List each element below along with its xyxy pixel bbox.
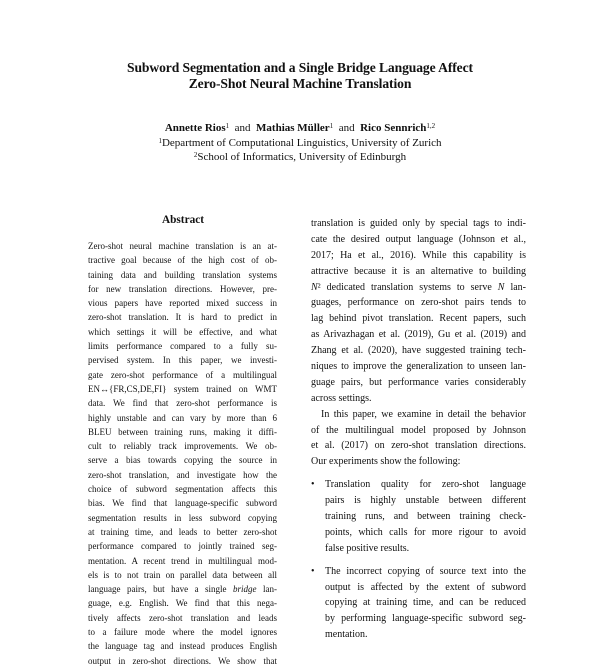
abstract-line: for new translation directions. However, pre- — [88, 283, 277, 294]
author-list — [0, 121, 600, 135]
body-line: niques to improve the generalization to unseen lan- — [311, 361, 526, 373]
abstract-line: gate zero-shot performance of a multilingual — [88, 369, 277, 380]
and-connector: and — [338, 122, 355, 134]
author-affil-mark: 1,2 — [426, 122, 436, 130]
abstract-line: highly unstable and can vary by more than 6 — [88, 412, 277, 423]
bullet-line: copying at training time, and can be reduced — [325, 597, 526, 609]
body-line: 2017; Ha et al., 2016). While this capability is — [311, 249, 526, 261]
abstract-line: pervised system. In this paper, we investi- — [88, 355, 277, 366]
body-line: across settings. — [311, 392, 372, 404]
bullet-item — [311, 477, 526, 556]
abstract-line: data. We find that zero-shot performance is — [88, 398, 277, 409]
bullet-icon: • — [311, 565, 315, 577]
abstract-heading: Abstract — [161, 214, 205, 226]
body-line: translation is guided only by special tags to indi- — [311, 218, 526, 229]
abstract-line: bias. We find that language-specific subword — [88, 498, 277, 509]
affiliation-text: School of Informatics, University of Edinburgh — [197, 151, 407, 163]
abstract-line: limits performance compared to a fully su- — [88, 341, 277, 352]
bullet-line: output is affected by the extent of subword — [325, 581, 526, 593]
abstract-line: guage, e.g. English. We find that this nega- — [88, 598, 277, 609]
body-line: cate the desired output language (Johnson et al., — [311, 233, 526, 245]
bullet-line: mentation. — [325, 629, 368, 641]
abstract-line: taining data and building translation systems — [88, 269, 277, 280]
abstract-line: performance compared to jointly trained seg- — [88, 541, 277, 552]
body-line: et al. (2017) on zero-shot translation directions. — [311, 440, 526, 452]
bullet-line: pairs is highly unstable between different — [325, 495, 526, 507]
abstract-line: EN↔{FR,CS,DE,FI} system trained on WMT — [88, 383, 277, 394]
abstract-line: segmentation results in less subword copying — [88, 512, 277, 523]
abstract-body — [88, 239, 277, 668]
abstract-line: Zero-shot neural machine translation is an at- — [88, 241, 277, 251]
abstract-line: to a failure mode where the model ignores — [88, 627, 277, 638]
author-affil-mark: 1 — [225, 122, 230, 130]
abstract-line: choice of subword segmentation affects this — [88, 484, 277, 495]
and-connector: and — [234, 122, 251, 134]
body-line: of the multilingual model proposed by Johnson — [311, 424, 526, 436]
spacer — [311, 470, 526, 477]
author-name: Mathias Müller — [256, 122, 330, 134]
introduction-body — [311, 216, 526, 643]
bullet-icon: • — [311, 479, 315, 491]
abstract-line: at training time, and leads to better zero-shot — [88, 526, 277, 537]
abstract-line: els is to not train on parallel data between all — [88, 569, 277, 580]
abstract-line: language pairs, but have a single bridge lan- — [88, 584, 277, 595]
title-line-2: Zero-Shot Neural Machine Translation — [188, 76, 412, 91]
body-line: N² dedicated translation systems to serve N lan- — [311, 281, 527, 293]
abstract-line: BLEU between training runs, making it diffi- — [88, 426, 277, 437]
author-affil-mark: 1 — [329, 122, 334, 130]
affiliation-mark: 1 — [158, 137, 162, 145]
abstract-line: which settings it will be effective, and what — [88, 326, 277, 337]
abstract-line: zero-shot translation. It is hard to predict in — [88, 312, 277, 323]
affiliation-mark: 2 — [193, 151, 198, 159]
body-line: In this paper, we examine in detail the behavior — [321, 408, 526, 420]
abstract-line: mentation. A recent trend in multilingual mod- — [88, 555, 277, 566]
bullet-line: Translation quality for zero-shot language — [325, 479, 526, 491]
abstract-line: serve a bias towards copying the source in — [88, 455, 277, 466]
bullet-line: false positive results. — [325, 542, 410, 554]
bullet-item — [311, 564, 526, 643]
abstract-line: output in zero-shot directions. We show that — [88, 655, 277, 666]
body-line: lag behind pivot translation. Recent papers, such — [311, 313, 526, 325]
spacer — [311, 557, 526, 564]
body-line: Zhang et al. (2020), have suggested training tech- — [311, 345, 526, 357]
bullet-line: The incorrect copying of source text into the — [325, 565, 526, 577]
abstract-line: the language tag and instead produces English — [88, 641, 277, 652]
abstract-line: tively affects zero-shot translation and leads — [88, 612, 277, 623]
title-line-1: Subword Segmentation and a Single Bridge Language Affect — [127, 60, 473, 75]
affiliation-1 — [0, 136, 600, 150]
bullet-line: training runs, and between training check- — [325, 511, 526, 523]
body-line: guages, performance on zero-shot pairs tends to — [311, 297, 526, 309]
body-line: Our experiments show the following: — [311, 456, 461, 468]
affiliation-2 — [0, 150, 600, 164]
paper-title — [0, 60, 600, 92]
body-line: guage pairs, but performance varies considerably — [311, 376, 526, 388]
abstract-line: tractive goal because of the high cost of ob- — [88, 255, 277, 266]
bullet-line: points, which calls for more rigour to avoid — [325, 526, 526, 538]
affiliation-text: Department of Computational Linguistics, University of Zurich — [161, 137, 442, 149]
body-line: as Arivazhagan et al. (2019), Gu et al. (2019) and — [311, 329, 526, 341]
body-line: attractive because it is an alternative to building — [311, 265, 526, 277]
abstract-line: zero-shot translation, and investigate how the — [88, 469, 277, 480]
bullet-line: by performing language-specific subword seg- — [325, 613, 526, 625]
abstract-line: vious papers have reported mixed success in — [88, 298, 277, 309]
author-name: Rico Sennrich — [360, 122, 427, 134]
abstract-line: cult to reliably track improvements. We ob- — [88, 441, 277, 452]
author-name: Annette Rios — [164, 122, 226, 134]
